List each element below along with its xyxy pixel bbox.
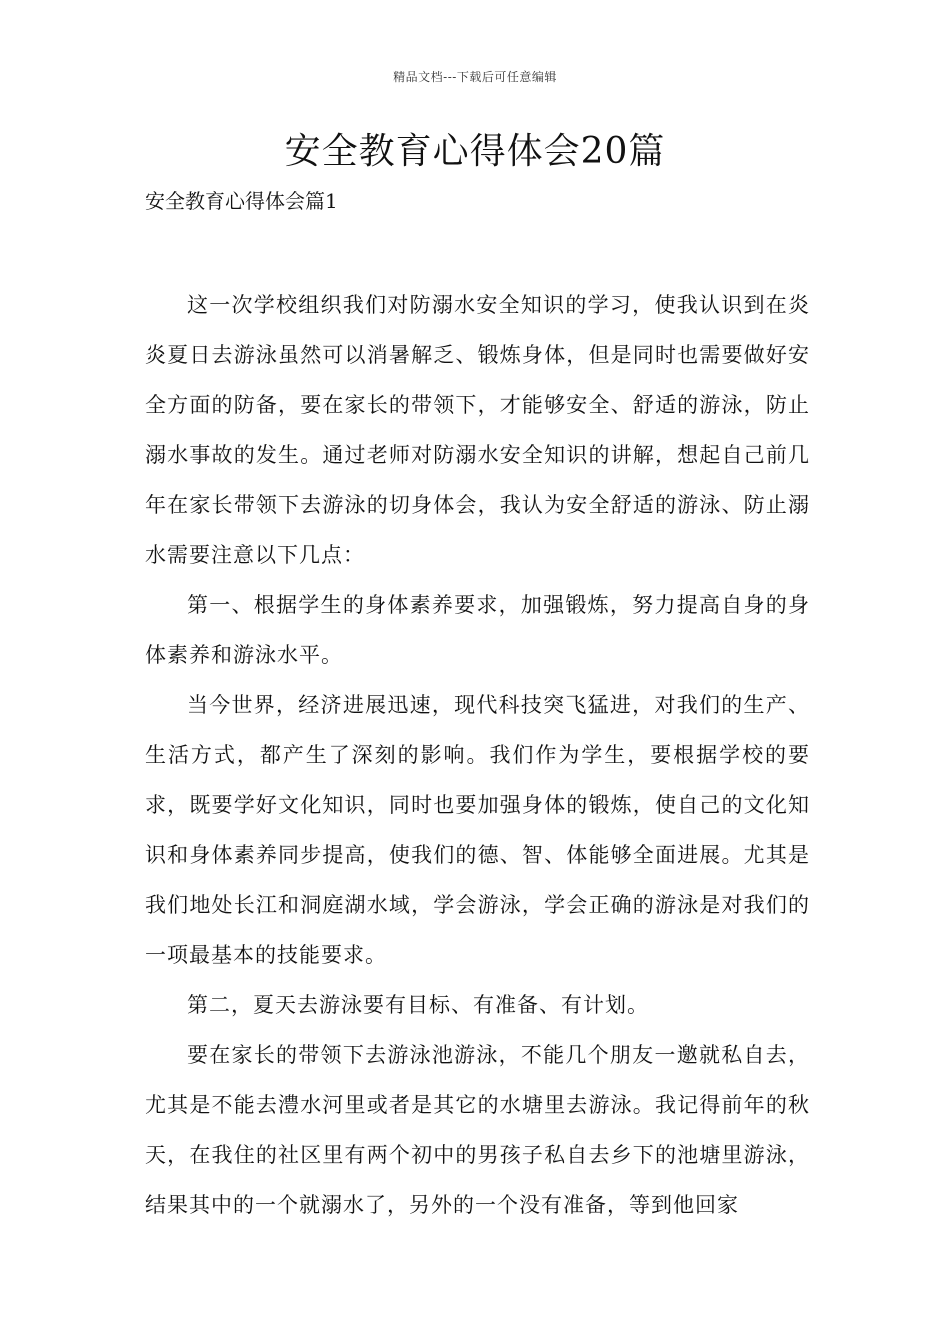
paragraph: 要在家长的带领下去游泳池游泳，不能几个朋友一邀就私自去，尤其是不能去澧水河里或者是其它的水塘里去游泳。我记得前年的秋天，在我住的社区里有两个初中的男孩子私自去乡下的池塘里游泳，结果其中的一个就溺水了，另外的一个没有准备，等到他回家 <box>145 1043 810 1217</box>
section-title: 安全教育心得体会篇1 <box>145 189 338 213</box>
document-title: 安全教育心得体会20篇 <box>284 131 666 172</box>
header-note: 精品文档---下载后可任意编辑 <box>393 70 557 84</box>
paragraph: 这一次学校组织我们对防溺水安全知识的学习，使我认识到在炎炎夏日去游泳虽然可以消暑解乏、锻炼身体，但是同时也需要做好安全方面的防备，要在家长的带领下，才能够安全、舒适的游泳，防止溺水事故的发生。通过老师对防溺水安全知识的讲解，想起自己前几年在家长带领下去游泳的切身体会，我认为安全舒适的游泳、防止溺水需要注意以下几点： <box>145 293 810 567</box>
paragraph: 当今世界，经济进展迅速，现代科技突飞猛进，对我们的生产、生活方式，都产生了深刻的影响。我们作为学生，要根据学校的要求，既要学好文化知识，同时也要加强身体的锻炼，使自己的文化知识和身体素养同步提高，使我们的德、智、体能够全面进展。尤其是我们地处长江和洞庭湖水域，学会游泳，学会正确的游泳是对我们的一项最基本的技能要求。 <box>145 693 810 967</box>
paragraph: 第一、根据学生的身体素养要求，加强锻炼，努力提高自身的身体素养和游泳水平。 <box>145 593 810 667</box>
paragraph: 第二，夏天去游泳要有目标、有准备、有计划。 <box>187 993 649 1017</box>
document-body <box>145 280 810 1230</box>
